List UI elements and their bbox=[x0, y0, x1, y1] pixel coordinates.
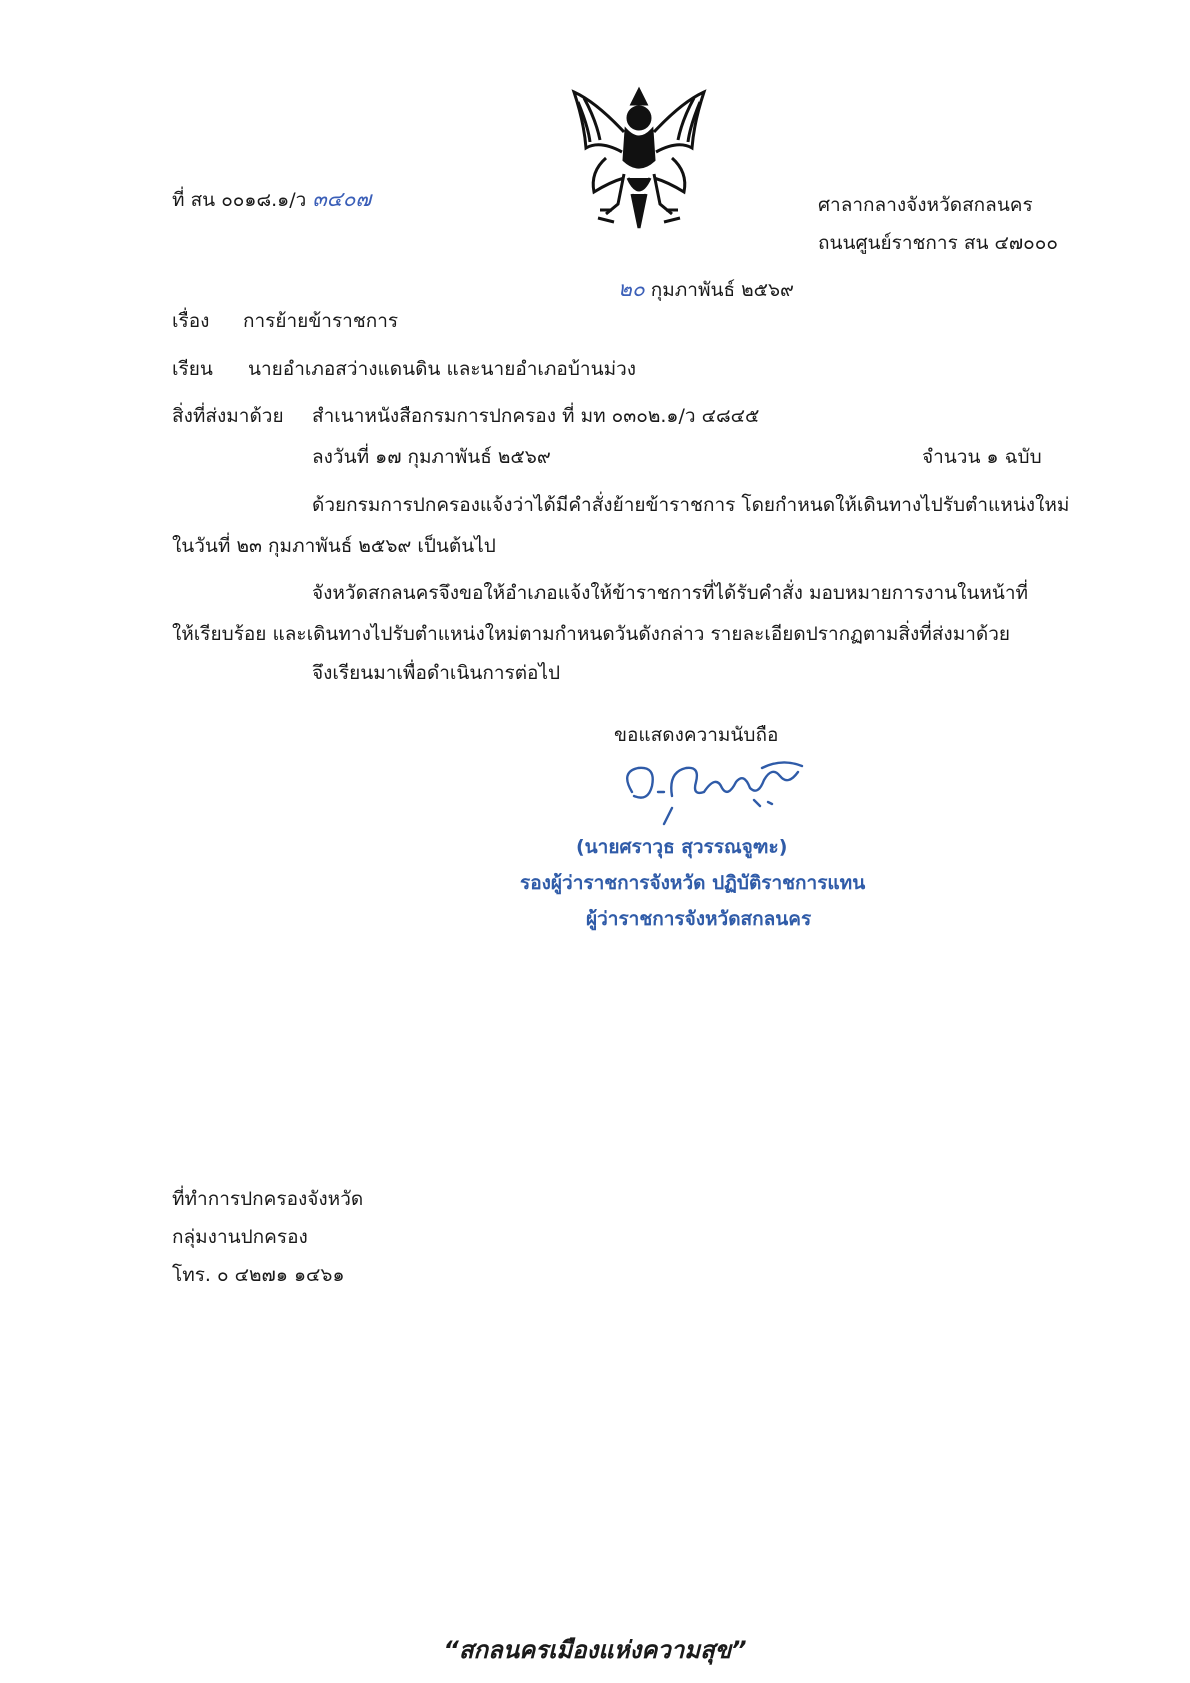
subject-label: เรื่อง bbox=[172, 310, 210, 332]
signer-title-line2: ผู้ว่าราชการจังหวัดสกลนคร bbox=[586, 908, 812, 930]
paragraph3: จึงเรียนมาเพื่อดำเนินการต่อไป bbox=[312, 662, 561, 684]
signer-name: (นายศราวุธ สุวรรณจูฑะ) bbox=[576, 836, 788, 858]
office-name: ศาลากลางจังหวัดสกลนคร bbox=[818, 194, 1033, 216]
footer-division: กลุ่มงานปกครอง bbox=[172, 1226, 308, 1248]
paragraph1-line1: ด้วยกรมการปกครองแจ้งว่าได้มีคำสั่งย้ายข้าราชการ โดยกำหนดให้เดินทางไปรับตำแหน่งใหม่ bbox=[312, 494, 1070, 516]
reference-number bbox=[172, 186, 371, 213]
footer-department: ที่ทำการปกครองจังหวัด bbox=[172, 1188, 364, 1210]
reference-number-handwritten: ๓๔๐๗ bbox=[312, 187, 372, 211]
enclosure-line1: สำเนาหนังสือกรมการปกครอง ที่ มท ๐๓๐๒.๑/ว ๔๘๔๕ bbox=[312, 405, 760, 427]
garuda-emblem-icon bbox=[566, 82, 712, 232]
enclosure-line2: ลงวันที่ ๑๗ กุมภาพันธ์ ๒๕๖๙ bbox=[312, 446, 551, 468]
paragraph2-line2: ให้เรียบร้อย และเดินทางไปรับตำแหน่งใหม่ตามกำหนดวันดังกล่าว รายละเอียดปรากฏตามสิ่งที่ส่งมาด้วย bbox=[172, 623, 1011, 645]
signature-icon bbox=[612, 752, 822, 826]
date-day-handwritten: ๒๐ bbox=[618, 277, 645, 301]
salutation: ขอแสดงความนับถือ bbox=[614, 724, 779, 746]
paragraph2-line1: จังหวัดสกลนครจึงขอให้อำเภอแจ้งให้ข้าราชการที่ได้รับคำสั่ง มอบหมายการงานในหน้าที่ bbox=[312, 582, 1029, 604]
subject-text: การย้ายข้าราชการ bbox=[243, 310, 399, 332]
footer-phone: โทร. ๐ ๔๒๗๑ ๑๔๖๑ bbox=[172, 1264, 345, 1286]
enclosure-label: สิ่งที่ส่งมาด้วย bbox=[172, 405, 284, 427]
signer-title-line1: รองผู้ว่าราชการจังหวัด ปฏิบัติราชการแทน bbox=[520, 872, 866, 894]
date-month-year: กุมภาพันธ์ ๒๕๖๙ bbox=[650, 279, 794, 301]
enclosure-count: จำนวน ๑ ฉบับ bbox=[922, 446, 1042, 468]
motto: “สกลนครเมืองแห่งความสุข” bbox=[443, 1636, 747, 1664]
reference-prefix: ที่ สน ๐๐๑๘.๑/ว bbox=[172, 189, 307, 211]
office-address: ถนนศูนย์ราชการ สน ๔๗๐๐๐ bbox=[818, 232, 1058, 254]
letter-date bbox=[618, 276, 794, 303]
recipient-text: นายอำเภอสว่างแดนดิน และนายอำเภอบ้านม่วง bbox=[248, 358, 637, 380]
recipient-label: เรียน bbox=[172, 358, 213, 380]
paragraph1-line2: ในวันที่ ๒๓ กุมภาพันธ์ ๒๕๖๙ เป็นต้นไป bbox=[172, 535, 496, 557]
